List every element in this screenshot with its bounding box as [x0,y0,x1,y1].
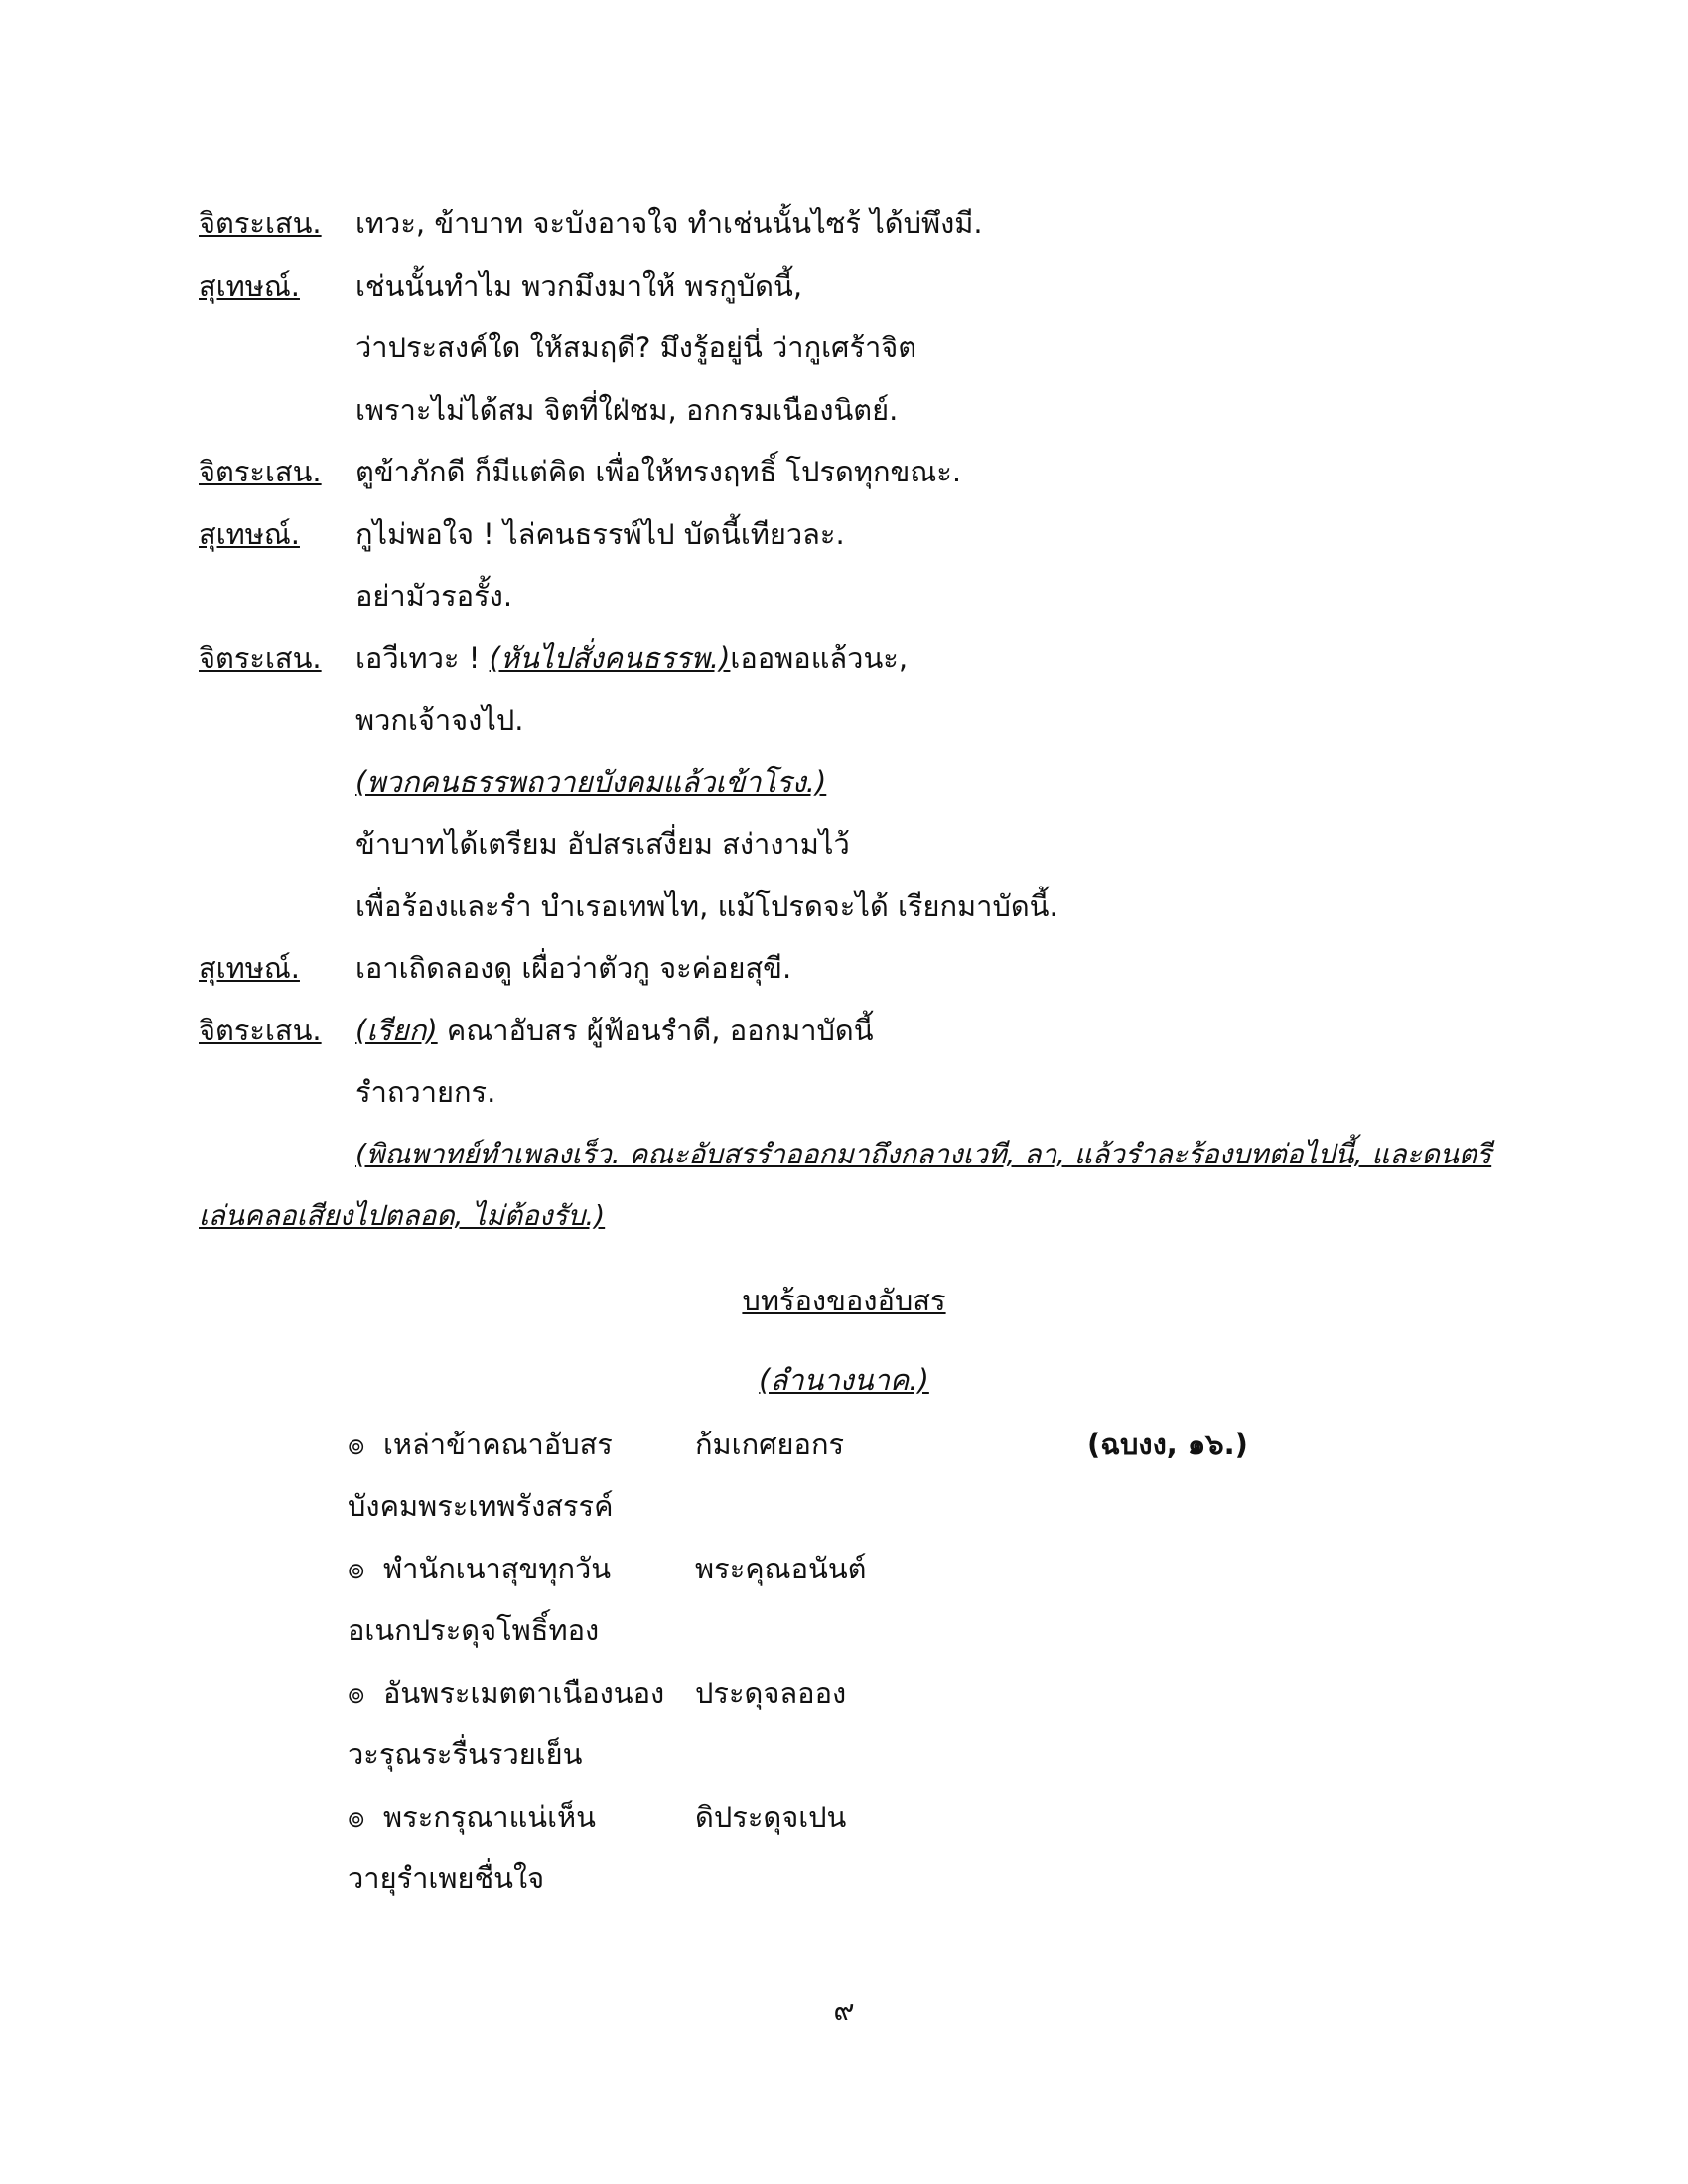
verse-bullet: ๏ [348,1552,365,1585]
verse-text: พระกรุณาแน่เห็น [383,1800,596,1834]
dialogue-text [355,1011,874,1050]
verse-bullet: ๏ [348,1676,365,1709]
dialogue-text: เช่นนั้นทำไม พวกมึงมาให้ พรกูบัดนี้, [355,269,803,303]
stage-direction: (พิณพาทย์ทำเพลงเร็ว. คณะอับสรรำออกมาถึงกลางเวที, ลา, แล้วรำละร้องบทต่อไปนี้, และดนตรี [355,1138,1492,1170]
dialogue-text: ว่าประสงค์ใด ให้สมฤดี? มึงรู้อยู่นี่ ว่ากูเศร้าจิต [355,331,917,364]
dialogue-text-body: คณาอับสร ผู้ฟ้อนรำดี, ออกมาบัดนี้ [437,1014,874,1047]
song-title [0,1281,1688,1320]
stage-direction: (หันไปสั่งคนธรรพ.) [489,641,731,675]
verse-second-hemistich: ก้มเกศยอกร [695,1428,845,1461]
speaker-name: สุเทษณ์. [199,517,300,551]
verse-third-hemistich: อเนกประดุจโพธิ์ทอง [348,1613,600,1647]
speaker-name: จิตระเสน. [199,641,322,675]
speaker-name: สุเทษณ์. [199,269,300,303]
dialogue-text [355,638,908,678]
verse-first-hemistich [348,1425,613,1464]
verse-first-hemistich [348,1549,611,1588]
stage-direction: (เรียก) [355,1014,438,1047]
verse-bullet: ๏ [348,1800,365,1834]
speaker-name: จิตระเสน. [199,1014,322,1047]
verse-third-hemistich: วะรุณระรื่นรวยเย็น [348,1737,583,1771]
verse-second-hemistich: ประดุจลออง [695,1676,847,1709]
verse-text: พำนักเนาสุขทุกวัน [383,1552,612,1585]
dialogue-text-post: เออพอแล้วนะ, [730,641,909,675]
page-number: ๙ [833,1993,855,2027]
verse-bullet: ๏ [348,1428,365,1461]
dialogue-text: รำถวายกร. [355,1075,496,1109]
verse-second-hemistich: ดิประดุจเปน [695,1800,847,1834]
dialogue-text: ตูข้าภักดี ก็มีแต่คิด เพื่อให้ทรงฤทธิ์ โปรดทุกขณะ. [355,455,962,488]
dialogue-text: เทวะ, ข้าบาท จะบังอาจใจ ทำเช่นนั้นไซร้ ได้บ่พึงมี. [355,206,983,240]
verse-first-hemistich [348,1673,664,1712]
verse-text: อันพระเมตตาเนืองนอง [383,1676,665,1709]
dialogue-text: พวกเจ้าจงไป. [355,703,524,737]
song-title-text: บทร้องของอับสร [742,1284,946,1317]
verse-second-hemistich: พระคุณอนันต์ [695,1552,867,1585]
dialogue-text: เพื่อร้องและรำ บำเรอเทพไท, แม้โปรดจะได้ เรียกมาบัดนี้. [355,889,1058,923]
dialogue-text: เอาเถิดลองดู เผื่อว่าตัวกู จะค่อยสุขี. [355,951,792,985]
dialogue-text: อย่ามัวรอรั้ง. [355,579,513,613]
dialogue-text-pre: เอวีเทวะ ! [355,641,490,675]
song-tune [0,1360,1688,1400]
stage-direction: เล่นคลอเสียงไปตลอด, ไม่ต้องรับ.) [199,1199,606,1232]
song-tune-text: (ลำนางนาค.) [759,1363,929,1397]
verse-third-hemistich: บังคมพระเทพรังสรรค์ [348,1489,614,1523]
speaker-name: จิตระเสน. [199,206,322,240]
dialogue-text: กูไม่พอใจ ! ไล่คนธรรพ์ไป บัดนี้เทียวละ. [355,517,845,551]
verse-first-hemistich [348,1797,596,1837]
dialogue-text: เพราะไม่ได้สม จิตที่ใฝ่ชม, อกกรมเนืองนิตย์. [355,393,899,427]
stage-direction: (พวกคนธรรพถวายบังคมแล้วเข้าโรง.) [355,765,827,799]
verse-text: เหล่าข้าคณาอับสร [383,1428,613,1461]
verse-third-hemistich: วายุรำเพยชื่นใจ [348,1861,545,1895]
dialogue-text: ข้าบาทได้เตรียม อัปสรเสงี่ยม สง่างามไว้ [355,827,850,861]
song-reference: (ฉบงง, ๑๖.) [1087,1428,1248,1461]
speaker-name: จิตระเสน. [199,455,322,488]
speaker-name: สุเทษณ์. [199,951,300,985]
